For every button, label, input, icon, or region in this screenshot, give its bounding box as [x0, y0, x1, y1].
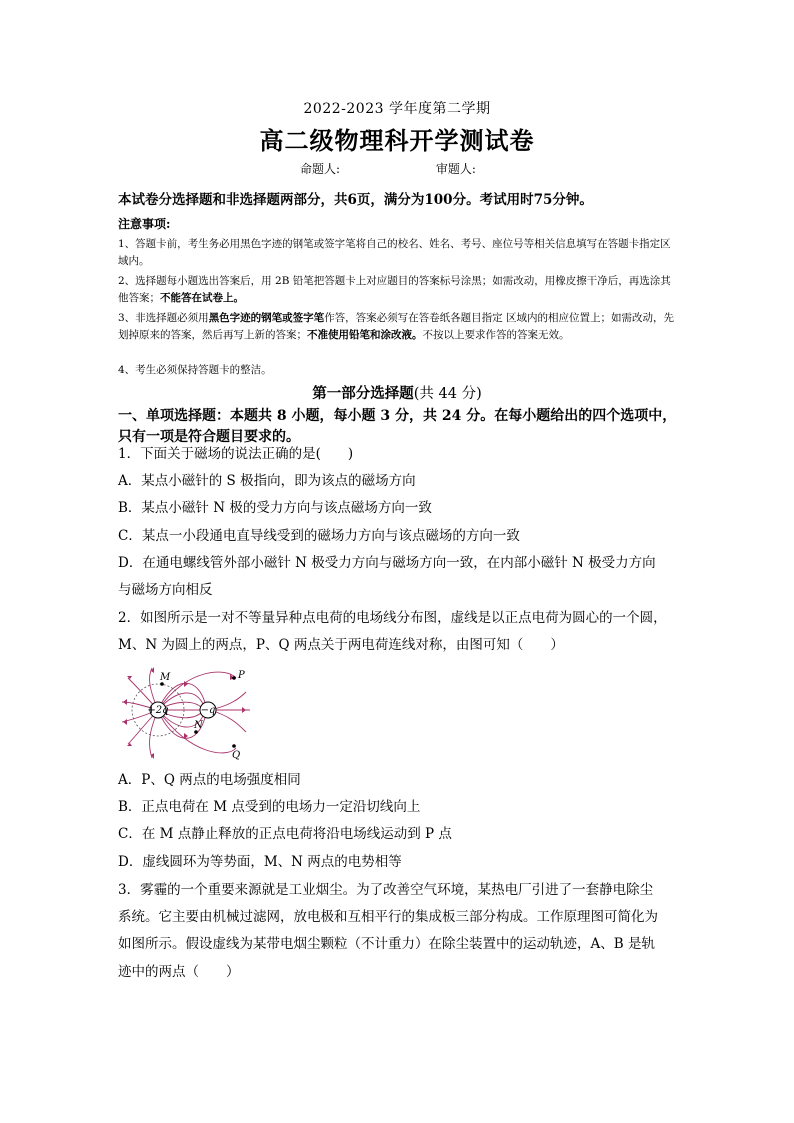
arrow-9 [242, 707, 246, 713]
note-3-text-a: 3、非选择题必须用 [118, 312, 209, 324]
point-m-label: M [160, 672, 171, 683]
school-year: 2022-2023 学年度第二学期 [303, 101, 491, 117]
section-points: (共 44 分) [413, 386, 482, 402]
q3-line4: 迹中的两点（ ） [118, 964, 240, 980]
q1-option-a: A．某点小磁针的 S 极指向，即为该点的磁场方向 [118, 473, 416, 489]
note-3-emphasis-a: 黑色字迹的钢笔或签字笔 [208, 312, 325, 324]
q2-option-a: A．P、Q 两点的电场强度相同 [118, 772, 301, 788]
q1-option-b: B．某点小磁针 N 极的受力方向与该点磁场方向一致 [118, 500, 432, 516]
q1-option-d-line1: D．在通电螺线管外部小磁针 N 极受力方向与磁场方向一致，在内部小磁针 N 极受力方向 [118, 555, 656, 571]
arrow-4 [123, 719, 127, 725]
q2-option-c: C．在 M 点静止释放的正点电荷将沿电场线运动到 P 点 [118, 826, 452, 842]
q1-stem: 1．下面关于磁场的说法正确的是( ) [118, 446, 354, 462]
reviewer-label: 审题人: [435, 162, 476, 176]
point-p-label: P [238, 670, 245, 681]
section-heading [0, 382, 794, 403]
q3-line3: 如图所示。假设虚线为某带电烟尘颗粒（不计重力）在除尘装置中的运动轨迹，A、B 是轨 [118, 936, 655, 952]
q2-option-d: D．虚线圆环为等势面，M、N 两点的电势相等 [118, 854, 402, 870]
positive-charge-label: +2q [147, 705, 169, 716]
note-2-text: 2、选择题每小题选出答案后，用 2B 铅笔把答题卡上对应题目的答案标号涂黑；如需改动，用橡皮擦干净后，再选涂其他答案； [118, 275, 671, 304]
author-label: 命题人: [300, 162, 341, 176]
arrow-3 [123, 699, 127, 705]
exam-intro: 本试卷分选择题和非选择题两部分，共6页，满分为100分。考试用时75分钟。 [118, 192, 593, 208]
q1-option-d-line2: 与磁场方向相反 [118, 582, 213, 598]
field-lines [122, 668, 250, 758]
note-3-text-c: 不按以上要求作答的答案无效。 [422, 329, 570, 341]
note-3-text-b: 作答，答案必须写在答卷纸各题目指定 区域内的相应位置上；如需改动，先划掉原来的答案，然后再写上新的答案； [118, 312, 675, 341]
q2-stem-line1: 2．如图所示是一对不等量异种点电荷的电场线分布图，虚线是以正点电荷为圆心的一个圆， [118, 610, 667, 626]
q2-option-b: B．正点电荷在 M 点受到的电场力一定沿切线向上 [118, 799, 421, 815]
negative-charge-label: −q [200, 705, 216, 716]
electric-field-figure [118, 666, 258, 762]
point-p-dot [232, 676, 236, 680]
part1-instructions: 一、单项选择题：本题共 8 小题，每小题 3 分，共 24 分。在每小题给出的四个选项中，只有一项是符合题目要求的。 [118, 408, 677, 445]
note-1: 1、答题卡前，考生务必用黑色字迹的钢笔或签字笔将自己的校名、姓名、考号、座位号等相关信息填写在答题卡指定区域内。 [118, 238, 671, 267]
q1-option-c: C．某点一小段通电直导线受到的磁场力方向与该点磁场的方向一致 [118, 528, 520, 544]
roles-line [300, 160, 600, 177]
field-arrows [123, 667, 246, 759]
note-2-emphasis: 不能答在试卷上。 [160, 292, 244, 304]
q2-stem-line2: M、N 为圆上的两点，P、Q 两点关于两电荷连线对称，由图可知（ ） [118, 637, 564, 653]
q3-line2: 系统。它主要由机械过滤网，放电极和互相平行的集成板三部分构成。工作原理图可简化为 [118, 909, 658, 925]
point-n-label: N [194, 720, 203, 731]
notes-heading: 注意事项: [118, 217, 171, 231]
note-2 [118, 273, 678, 307]
q3-line1: 3．雾霾的一个重要来源就是工业烟尘。为了改善空气环境，某热电厂引进了一套静电除尘 [118, 882, 654, 898]
section-title: 第一部分选择题 [312, 385, 414, 402]
arrow-2 [127, 676, 132, 679]
point-q-dot [232, 744, 236, 748]
arrow-5 [127, 743, 132, 746]
exam-title: 高二级物理科开学测试卷 [259, 126, 535, 155]
note-4: 4、考生必须保持答题卡的整洁。 [118, 364, 272, 376]
point-q-label: Q [232, 750, 241, 761]
note-3 [118, 310, 678, 344]
note-3-emphasis-b: 不准使用铅笔和涂改液。 [307, 329, 423, 341]
